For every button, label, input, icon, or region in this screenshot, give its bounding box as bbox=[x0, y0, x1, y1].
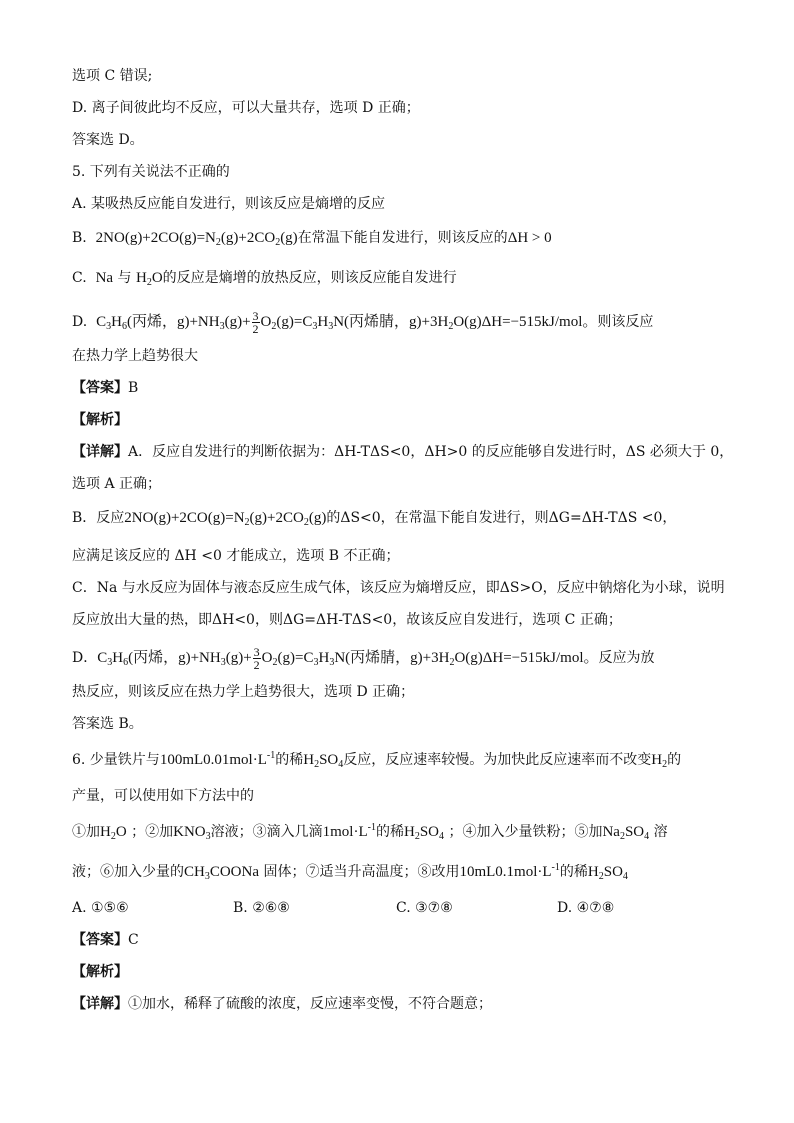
q6-option-a: A. ①⑤⑥ bbox=[72, 900, 129, 916]
detail-5-a: 【详解】A．反应自发进行的判断依据为：ΔH-TΔS<0，ΔH>0 的反应能够自发进行时，ΔS 必须大于 0， bbox=[72, 444, 734, 460]
q6-option-d: D. ④⑦⑧ bbox=[557, 900, 615, 916]
text-line: 热反应，则该反应在热力学上趋势很大，选项 D 正确； bbox=[72, 684, 415, 700]
detail-5-b: B．反应$2NO(g)+2CO(g)=N_2(g)+2CO_2(g)$的ΔS<0，在常温下能自发进行，则ΔG=ΔH-TΔS <0， bbox=[72, 510, 677, 528]
text-line: 选项 C 错误; bbox=[72, 68, 153, 84]
text-line: 选项 A 正确； bbox=[72, 476, 162, 492]
q5-option-a: A. 某吸热反应能自发进行，则该反应是熵增的反应 bbox=[72, 196, 386, 212]
text-line: 答案选 D。 bbox=[72, 132, 144, 148]
q5-option-d: D. $C_3H_6$(丙烯，$g)+NH_3(g)+$ $\frac{3}{2}$ $O_2(g)=C_3H_3N$(丙烯腈，$g)+3H_2O(g)\Delta H=-515kJ$/mol。则该反应 bbox=[72, 309, 654, 336]
analysis-5-heading: 【解析】 bbox=[72, 412, 128, 428]
text-line: 答案选 B。 bbox=[72, 716, 143, 732]
question-6-stem: 6. 少量铁片与$100mL0.01mol\cdot L^{-1}$的稀$H_2SO_4$反应，反应速率较慢。为加快此反应速率而不改变$H_2$的 bbox=[72, 750, 682, 770]
detail-5-c: C．Na 与水反应为固体与液态反应生成气体，该反应为熵增反应，即ΔS>O，反应中钠熔化为小球，说明 bbox=[72, 580, 725, 596]
analysis-6-heading: 【解析】 bbox=[72, 964, 128, 980]
question-6-methods-cont: 液；⑥加入少量的$CH_3COONa$ 固体；⑦适当升高温度；⑧改用$10mL0.1mol\cdot L^{-1}$的稀$H_2SO_4$ bbox=[72, 862, 628, 882]
text-line: 产量，可以使用如下方法中的 bbox=[72, 788, 254, 804]
answer-5: 【答案】B bbox=[72, 380, 139, 396]
detail-5-d: D．$C_3H_6$(丙烯，$g)+NH_3(g)+$ $\frac{3}{2}$ $O_2(g)=C_3H_3N$(丙烯腈，$g)+3H_2O(g)\Delta H=-515kJ$/mol。反应为放 bbox=[72, 645, 655, 672]
answer-6: 【答案】C bbox=[72, 932, 139, 948]
q5-option-b: B. $2NO(g)+2CO(g)=N_2(g)+2CO_2(g)$在常温下能自发进行，则该反应的ΔH > 0 bbox=[72, 230, 552, 248]
text-line: D. 离子间彼此均不反应，可以大量共存，选项 D 正确； bbox=[72, 100, 420, 116]
text-line: 应满足该反应的 ΔH <0 才能成立，选项 B 不正确； bbox=[72, 548, 400, 564]
q6-option-c: C. ③⑦⑧ bbox=[396, 900, 453, 916]
q5-option-c: C. Na 与 $H_2O$的反应是熵增的放热反应，则该反应能自发进行 bbox=[72, 270, 457, 288]
text-line: 在热力学上趋势很大 bbox=[72, 348, 198, 364]
text-line: 反应放出大量的热，即ΔH<0，则ΔG=ΔH-TΔS<0，故该反应自发进行，选项 C 正确； bbox=[72, 612, 622, 628]
question-5-stem: 5. 下列有关说法不正确的 bbox=[72, 164, 230, 180]
question-6-methods: ①加$H_2O$ ；②加$KNO_3$溶液；③滴入几滴$1mol\cdot L^{-1}$的稀$H_2SO_4$ ；④加入少量铁粉；⑤加$Na_2SO_4$ 溶 bbox=[72, 822, 668, 842]
q6-option-b: B. ②⑥⑧ bbox=[233, 900, 290, 916]
detail-6-1: 【详解】①加水，稀释了硫酸的浓度，反应速率变慢，不符合题意； bbox=[72, 996, 492, 1012]
